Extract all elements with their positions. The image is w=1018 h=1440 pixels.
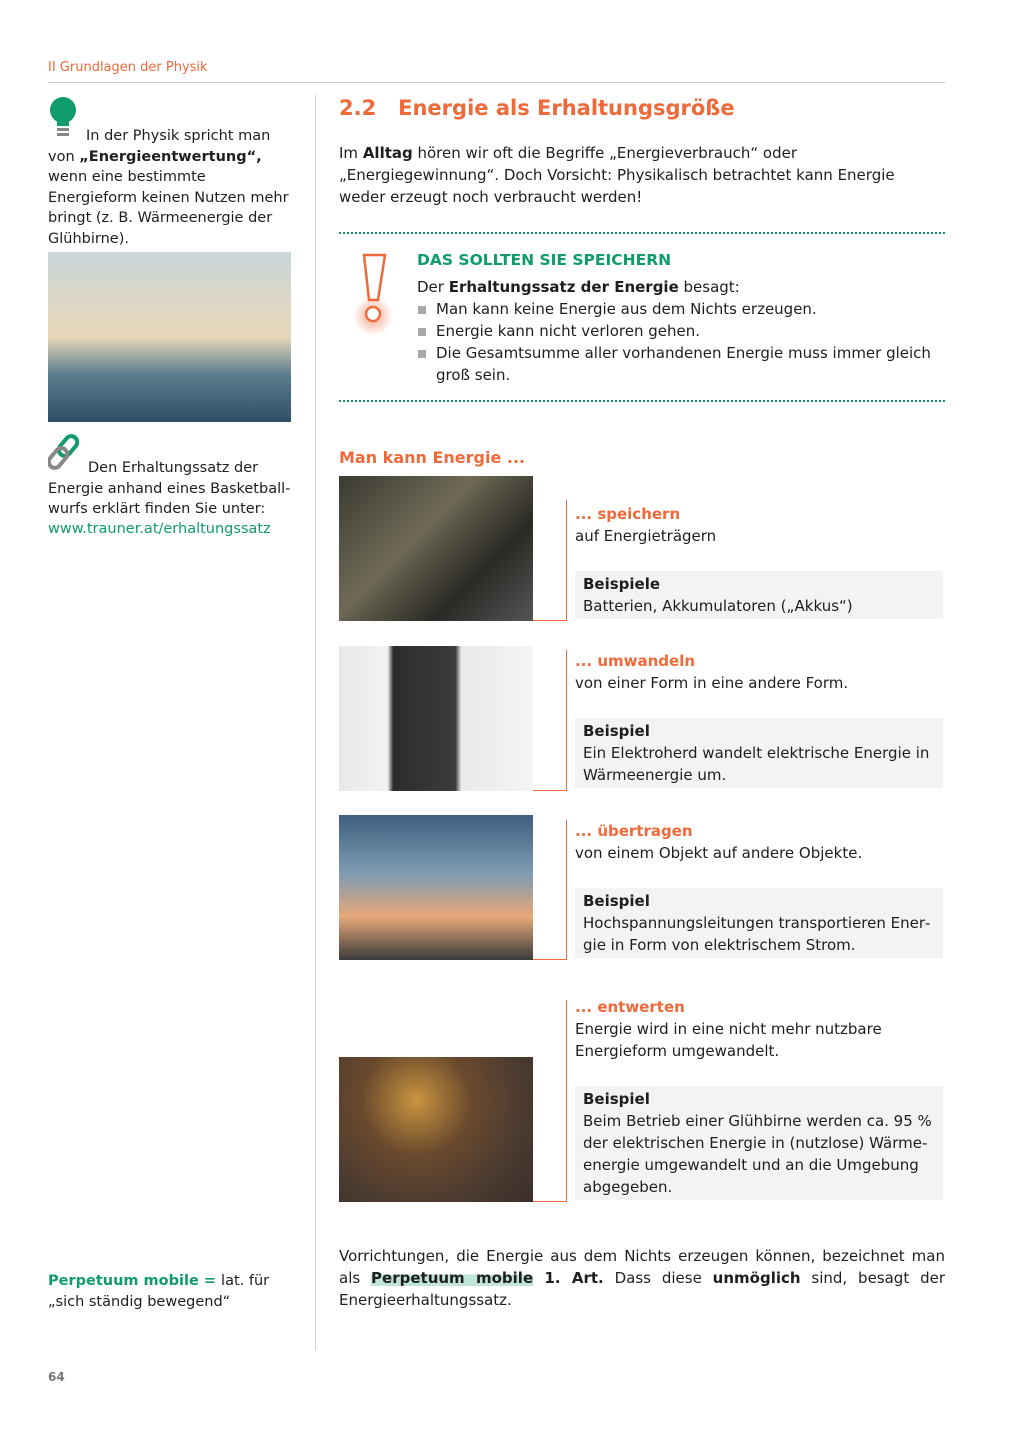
chapter-header: II Grundlagen der Physik: [48, 60, 208, 75]
tip-text: In der Physik spricht man von „Energieentwertung“, wenn eine bestimmte Energieform keinen Nutzen mehr bringt (z. B. Wärmeenergie der Glühbirne).: [48, 128, 289, 247]
memo-list: [417, 298, 945, 386]
column-divider: [315, 95, 316, 1350]
bracket-line: [533, 500, 567, 621]
memo-bottom-divider: [339, 400, 945, 402]
card-speichern: ... speichern auf Energieträgern Beispiele Batterien, Akkumulatoren („Akkus“): [575, 503, 943, 619]
bracket-line: [533, 1000, 567, 1202]
card-entwerten: ... entwerten Energie wird in eine nicht mehr nutzbare Energieform umgewandelt. Beispiel Beim Betrieb einer Glühbirne werden ca. 95 % der elektrischen Energie in (nutzlose) Wärmeenergie umgewandelt und an die Umgebung abgegeben.: [575, 996, 943, 1200]
header-divider: [48, 82, 945, 83]
glossary-perpetuum-mobile: Perpetuum mobile = lat. für „sich ständig bewegend“: [48, 1273, 270, 1310]
list-item: Man kann keine Energie aus dem Nichts erzeugen.: [417, 298, 945, 320]
card-uebertragen: ... übertragen von einem Objekt auf andere Objekte. Beispiel Hochspannungsleitungen transportieren Energie in Form von elektrischem Strom.: [575, 820, 943, 958]
section-title: 2.2 Energie als Erhaltungsgröße: [339, 96, 735, 120]
can-heading: Man kann Energie ...: [339, 448, 526, 467]
memo-lead: Der Erhaltungssatz der Energie besagt:: [417, 278, 740, 296]
memo-top-divider: [339, 232, 945, 234]
memo-box: [417, 249, 945, 386]
card-umwandeln: ... umwandeln von einer Form in eine andere Form. Beispiel Ein Elektroherd wandelt elektrische Energie in Wärmeenergie um.: [575, 650, 943, 788]
lightbulbs-photo: [339, 1057, 533, 1202]
bracket-line: [533, 650, 567, 791]
oven-photo: [339, 646, 533, 791]
link-text: Den Erhaltungssatz der Energie anhand eines Basketballwurfs erklärt finden Sie unter:: [48, 460, 291, 517]
exclamation-icon: [352, 252, 396, 338]
basketball-photo: [48, 252, 291, 422]
battery-photo: [339, 476, 533, 621]
closing-paragraph: Vorrichtungen, die Energie aus dem Nichts erzeugen können, bezeichnet man als Perpetuum mobile 1. Art. Dass diese unmöglich sind, besagt der Energieerhaltungssatz.: [339, 1247, 945, 1309]
list-item: Die Gesamtsumme aller vorhandenen Energie muss immer gleich groß sein.: [417, 342, 945, 386]
bracket-line: [533, 820, 567, 960]
page-number: 64: [48, 1370, 65, 1384]
memo-title: DAS SOLLTEN SIE SPEICHERN: [417, 251, 672, 269]
intro-paragraph: Im Alltag hören wir oft die Begriffe „Energieverbrauch“ oder „Energiegewinnung“. Doch Vorsicht: Physikalisch betrachtet kann Energie weder erzeugt noch verbraucht werden!: [339, 144, 895, 206]
power-lines-photo: [339, 815, 533, 960]
list-item: Energie kann nicht verloren gehen.: [417, 320, 945, 342]
erhaltungssatz-link[interactable]: www.trauner.at/erhaltungssatz: [48, 521, 271, 537]
